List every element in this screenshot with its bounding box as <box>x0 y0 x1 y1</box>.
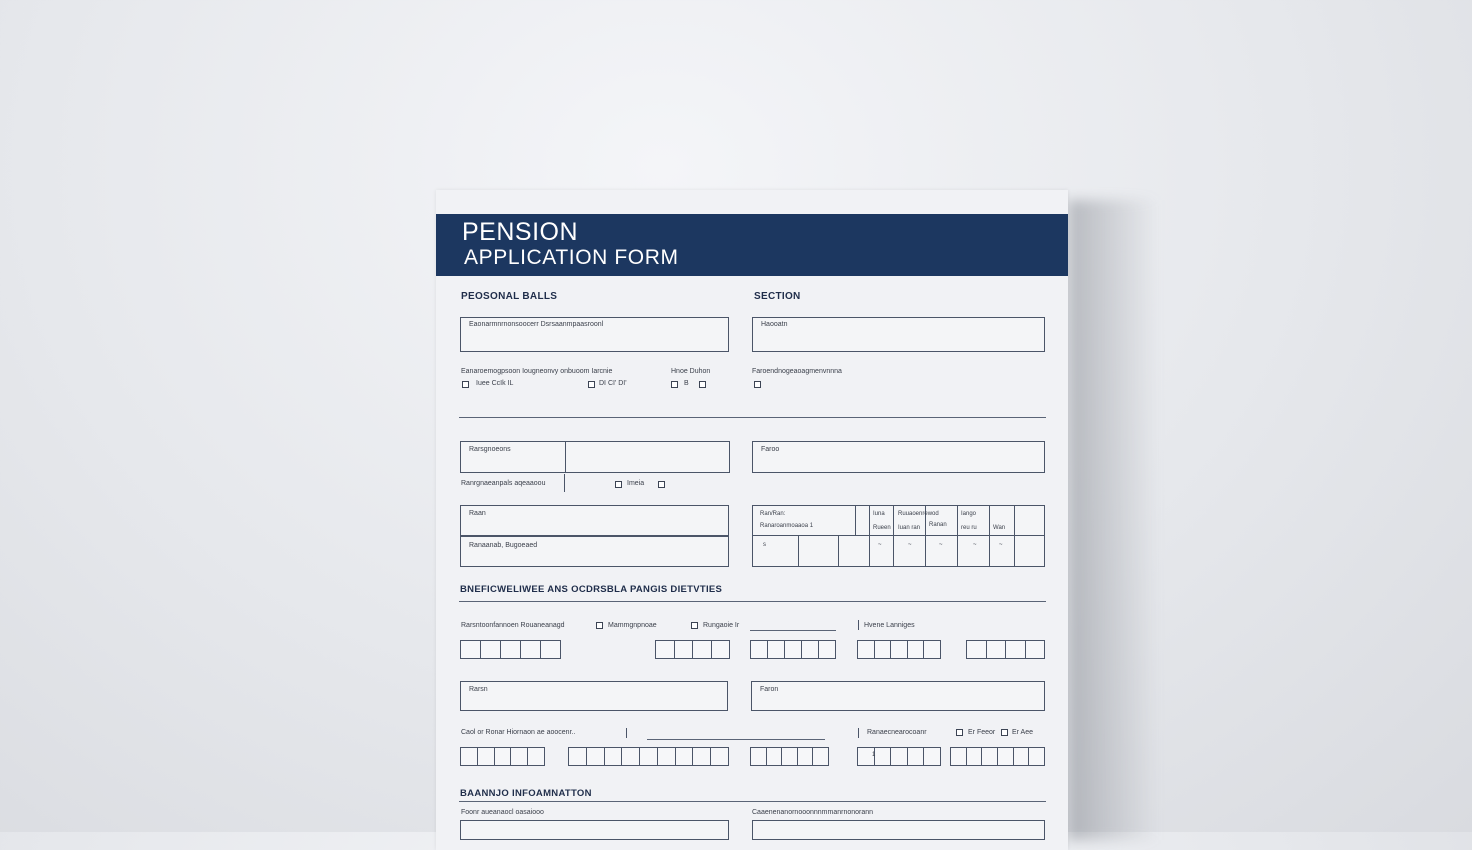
section-field[interactable] <box>752 317 1045 352</box>
checkbox[interactable] <box>462 381 469 388</box>
benefits-field-e[interactable] <box>751 681 1045 711</box>
grid-mark: ~ <box>908 542 912 548</box>
grid-header: Iango <box>961 511 977 517</box>
field-label: Rarsn <box>469 686 488 693</box>
cell-mark: 1 <box>872 752 876 758</box>
form-title-line1: PENSION <box>462 218 579 246</box>
field-divider <box>565 442 566 472</box>
details-field-b[interactable] <box>752 441 1045 473</box>
grid-line <box>838 536 839 566</box>
checkbox[interactable] <box>956 729 963 736</box>
checkbox[interactable] <box>671 381 678 388</box>
field-label: Ranaanab, Bugoeaed <box>469 542 538 549</box>
section-right-heading: SECTION <box>754 291 801 302</box>
details-field-c2[interactable] <box>460 536 729 567</box>
row-label: Hnoe Duhon <box>671 368 711 375</box>
grid-header: Iuan ran <box>898 525 921 531</box>
checkbox[interactable] <box>615 481 622 488</box>
underline-field[interactable] <box>647 739 825 740</box>
checkbox-label: B <box>684 380 689 387</box>
field-divider <box>858 728 859 738</box>
section-personal-heading: PEOSONAL BALLS <box>461 291 558 302</box>
benefits-field-d[interactable] <box>460 681 728 711</box>
grid-header: Ran/Ran: <box>760 511 786 517</box>
grid-header: Ranan <box>929 522 947 528</box>
checkbox[interactable] <box>596 622 603 629</box>
checkbox[interactable] <box>699 381 706 388</box>
grid-header: Ruuaoenrewod <box>898 511 939 517</box>
paper-shadow <box>1068 200 1158 840</box>
grid-mark: ~ <box>973 542 977 548</box>
row-label: Caaenenanornooonnnmmanrnonorann <box>752 809 874 816</box>
divider <box>459 601 1046 602</box>
row-label: Ranaecnearocoanr <box>867 729 927 736</box>
checkbox[interactable] <box>1001 729 1008 736</box>
underline-field[interactable] <box>750 630 836 631</box>
details-grid[interactable] <box>752 505 1045 567</box>
personal-name-field[interactable] <box>460 317 729 352</box>
field-label: Raan <box>469 510 486 517</box>
digit-cells[interactable] <box>857 747 941 766</box>
form-title-line2: APPLICATION FORM <box>464 246 679 269</box>
row-label: Eanaroemogpsoon Iougneonvy onbuoom Iarcnie <box>461 368 613 375</box>
form-header <box>436 214 1068 276</box>
grid-header: Ranaroanmoaaoa 1 <box>760 523 814 529</box>
row-label: Hvene Lanniges <box>864 622 915 629</box>
details-field-c[interactable] <box>460 505 729 536</box>
field-label: Rarsgnoeons <box>469 446 511 453</box>
grid-header: Rueen <box>873 525 891 531</box>
digit-cells[interactable] <box>950 747 1045 766</box>
banking-field-left[interactable] <box>460 820 729 840</box>
checkbox-label: DI CI' DI' <box>599 380 627 387</box>
banking-field-right[interactable] <box>752 820 1045 840</box>
checkbox[interactable] <box>754 381 761 388</box>
field-label: Faroo <box>761 446 780 453</box>
section-benefits-heading: BNEFICWELIWEE ANS OCDRSBLA PANGIS DIETVTIES <box>460 584 723 595</box>
field-divider <box>564 474 565 492</box>
row-label: Rarsntoonfannoen Rouaneanagd <box>461 622 565 629</box>
grid-header: Iuna <box>873 511 885 517</box>
field-label: Eaonarmnrnonsoocerr Dsrsaanmpaasroonl <box>469 321 604 328</box>
row-label: Rungaoie Ir <box>703 622 740 629</box>
checkbox[interactable] <box>658 481 665 488</box>
checkbox-label: Imeia <box>627 480 645 487</box>
grid-header: reu ru <box>961 525 977 531</box>
digit-cells[interactable] <box>966 640 1045 659</box>
field-divider <box>858 620 859 630</box>
digit-cells[interactable] <box>460 640 561 659</box>
field-label: Haooatn <box>761 321 788 328</box>
digit-cells[interactable] <box>460 747 545 766</box>
digit-cells[interactable] <box>857 640 941 659</box>
checkbox-label: Iuee CcIk IL <box>476 380 514 387</box>
row-label: Foonr aueanaocl oasaiooo <box>461 809 544 816</box>
checkbox[interactable] <box>588 381 595 388</box>
row-label: Er Feeor <box>968 729 996 736</box>
details-field-a[interactable] <box>460 441 730 473</box>
section-banking-heading: BAANNJO INFOAMNATTON <box>460 788 592 799</box>
field-divider <box>626 728 627 738</box>
grid-mark: ~ <box>999 542 1003 548</box>
grid-mark: s <box>763 542 766 548</box>
grid-mark: ~ <box>939 542 943 548</box>
grid-mark: ~ <box>878 542 882 548</box>
digit-cells[interactable] <box>750 747 829 766</box>
digit-cells[interactable] <box>655 640 730 659</box>
row-label: Ranrgnaeanpals aqeaaoou <box>461 480 546 487</box>
field-label: Faron <box>760 686 779 693</box>
grid-line <box>798 536 799 566</box>
digit-cells[interactable] <box>750 640 836 659</box>
pension-form-sheet <box>436 190 1068 850</box>
grid-line <box>855 506 856 536</box>
row-label: Faroendnogeaoagmenvnnna <box>752 368 842 375</box>
checkbox[interactable] <box>691 622 698 629</box>
row-label: Caol or Ronar Hiornaon ae aoocenr.. <box>461 729 576 736</box>
grid-line <box>753 535 1044 536</box>
divider <box>459 417 1046 418</box>
digit-cells[interactable] <box>568 747 729 766</box>
divider <box>459 801 1046 802</box>
row-label: Mammgnpnoae <box>608 622 657 629</box>
grid-header: Wan <box>993 525 1006 531</box>
row-label: Er Aee <box>1012 729 1034 736</box>
